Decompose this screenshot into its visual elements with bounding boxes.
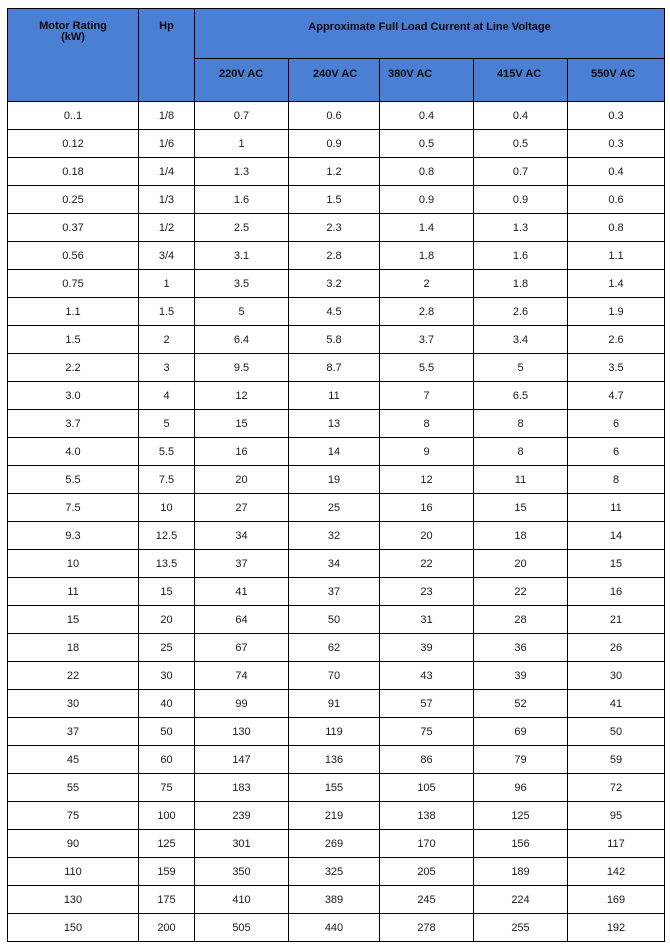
cell-motor-kw: 7.5 <box>8 494 139 522</box>
cell-hp: 1.5 <box>139 298 195 326</box>
cell-motor-kw: 1.5 <box>8 326 139 354</box>
cell-motor-kw: 1.1 <box>8 298 139 326</box>
cell-current-550v: 21 <box>568 606 665 634</box>
cell-current-550v: 142 <box>568 858 665 886</box>
cell-motor-kw: 0.25 <box>8 186 139 214</box>
table-row <box>8 662 665 690</box>
cell-motor-kw: 150 <box>8 914 139 942</box>
cell-current-220v: 301 <box>195 830 289 858</box>
cell-current-380v: 0.8 <box>380 158 474 186</box>
cell-current-415v: 20 <box>474 550 568 578</box>
cell-current-220v: 1.3 <box>195 158 289 186</box>
header-row-top <box>8 9 665 59</box>
cell-current-415v: 18 <box>474 522 568 550</box>
cell-current-380v: 138 <box>380 802 474 830</box>
cell-current-415v: 39 <box>474 662 568 690</box>
cell-current-220v: 130 <box>195 718 289 746</box>
cell-current-240v: 119 <box>289 718 380 746</box>
cell-current-220v: 12 <box>195 382 289 410</box>
cell-current-240v: 0.9 <box>289 130 380 158</box>
cell-current-380v: 245 <box>380 886 474 914</box>
cell-motor-kw: 0.75 <box>8 270 139 298</box>
cell-current-220v: 99 <box>195 690 289 718</box>
cell-current-220v: 5 <box>195 298 289 326</box>
cell-current-550v: 192 <box>568 914 665 942</box>
cell-current-380v: 105 <box>380 774 474 802</box>
cell-current-550v: 169 <box>568 886 665 914</box>
header-approx-current-label: Approximate Full Load Current at Line Voltage <box>308 21 551 33</box>
cell-current-380v: 2 <box>380 270 474 298</box>
header-motor-rating-label: Motor Rating (kW) <box>39 20 107 43</box>
cell-current-415v: 36 <box>474 634 568 662</box>
cell-current-415v: 28 <box>474 606 568 634</box>
cell-motor-kw: 9.3 <box>8 522 139 550</box>
cell-current-415v: 125 <box>474 802 568 830</box>
table-row <box>8 438 665 466</box>
table-row <box>8 186 665 214</box>
cell-hp: 25 <box>139 634 195 662</box>
cell-current-415v: 1.8 <box>474 270 568 298</box>
cell-hp: 3/4 <box>139 242 195 270</box>
cell-current-380v: 5.5 <box>380 354 474 382</box>
cell-current-240v: 5.8 <box>289 326 380 354</box>
cell-motor-kw: 2.2 <box>8 354 139 382</box>
cell-current-220v: 41 <box>195 578 289 606</box>
cell-current-415v: 255 <box>474 914 568 942</box>
cell-current-240v: 155 <box>289 774 380 802</box>
cell-hp: 60 <box>139 746 195 774</box>
header-voltage-550 <box>568 58 665 101</box>
cell-hp: 13.5 <box>139 550 195 578</box>
cell-current-380v: 12 <box>380 466 474 494</box>
cell-current-415v: 0.4 <box>474 102 568 130</box>
table-row <box>8 130 665 158</box>
cell-hp: 4 <box>139 382 195 410</box>
cell-hp: 15 <box>139 578 195 606</box>
table-row <box>8 914 665 942</box>
cell-current-240v: 19 <box>289 466 380 494</box>
cell-current-220v: 505 <box>195 914 289 942</box>
cell-motor-kw: 0.12 <box>8 130 139 158</box>
cell-current-240v: 440 <box>289 914 380 942</box>
cell-motor-kw: 4.0 <box>8 438 139 466</box>
cell-current-380v: 86 <box>380 746 474 774</box>
cell-current-220v: 15 <box>195 410 289 438</box>
cell-current-550v: 15 <box>568 550 665 578</box>
header-voltage-240 <box>289 58 380 101</box>
cell-current-380v: 278 <box>380 914 474 942</box>
cell-current-240v: 91 <box>289 690 380 718</box>
cell-hp: 2 <box>139 326 195 354</box>
cell-current-550v: 6 <box>568 438 665 466</box>
cell-hp: 20 <box>139 606 195 634</box>
cell-current-240v: 70 <box>289 662 380 690</box>
cell-motor-kw: 22 <box>8 662 139 690</box>
cell-current-550v: 72 <box>568 774 665 802</box>
table-header <box>8 9 665 102</box>
cell-current-380v: 75 <box>380 718 474 746</box>
table-row <box>8 354 665 382</box>
cell-current-240v: 62 <box>289 634 380 662</box>
cell-hp: 40 <box>139 690 195 718</box>
cell-hp: 1/3 <box>139 186 195 214</box>
cell-current-220v: 9.5 <box>195 354 289 382</box>
cell-current-415v: 224 <box>474 886 568 914</box>
cell-current-415v: 52 <box>474 690 568 718</box>
cell-motor-kw: 0.37 <box>8 214 139 242</box>
cell-current-415v: 11 <box>474 466 568 494</box>
table-row <box>8 494 665 522</box>
cell-motor-kw: 45 <box>8 746 139 774</box>
header-voltage-220 <box>195 58 289 101</box>
cell-current-550v: 0.3 <box>568 130 665 158</box>
cell-current-415v: 5 <box>474 354 568 382</box>
table-row <box>8 774 665 802</box>
cell-current-550v: 16 <box>568 578 665 606</box>
cell-current-415v: 1.6 <box>474 242 568 270</box>
cell-current-550v: 0.3 <box>568 102 665 130</box>
cell-current-380v: 1.8 <box>380 242 474 270</box>
table-row <box>8 886 665 914</box>
cell-current-550v: 11 <box>568 494 665 522</box>
header-voltage-label: 220V AC <box>219 67 264 80</box>
cell-current-380v: 43 <box>380 662 474 690</box>
table-row <box>8 326 665 354</box>
cell-current-220v: 64 <box>195 606 289 634</box>
cell-current-240v: 389 <box>289 886 380 914</box>
cell-current-380v: 20 <box>380 522 474 550</box>
table-row <box>8 466 665 494</box>
cell-hp: 3 <box>139 354 195 382</box>
cell-motor-kw: 110 <box>8 858 139 886</box>
cell-hp: 175 <box>139 886 195 914</box>
table-row <box>8 298 665 326</box>
cell-current-240v: 136 <box>289 746 380 774</box>
cell-current-240v: 269 <box>289 830 380 858</box>
cell-current-550v: 1.4 <box>568 270 665 298</box>
cell-current-415v: 2.6 <box>474 298 568 326</box>
cell-current-415v: 3.4 <box>474 326 568 354</box>
cell-current-240v: 4.5 <box>289 298 380 326</box>
cell-motor-kw: 55 <box>8 774 139 802</box>
cell-hp: 30 <box>139 662 195 690</box>
cell-motor-kw: 3.0 <box>8 382 139 410</box>
cell-hp: 12.5 <box>139 522 195 550</box>
cell-current-240v: 2.3 <box>289 214 380 242</box>
cell-current-415v: 0.9 <box>474 186 568 214</box>
cell-current-240v: 325 <box>289 858 380 886</box>
cell-current-380v: 3.7 <box>380 326 474 354</box>
table-row <box>8 522 665 550</box>
cell-current-380v: 0.4 <box>380 102 474 130</box>
cell-current-380v: 57 <box>380 690 474 718</box>
cell-current-380v: 8 <box>380 410 474 438</box>
cell-current-220v: 1 <box>195 130 289 158</box>
cell-hp: 1/4 <box>139 158 195 186</box>
cell-current-380v: 23 <box>380 578 474 606</box>
cell-current-220v: 3.1 <box>195 242 289 270</box>
cell-current-220v: 37 <box>195 550 289 578</box>
cell-current-550v: 8 <box>568 466 665 494</box>
cell-hp: 200 <box>139 914 195 942</box>
cell-current-550v: 1.1 <box>568 242 665 270</box>
cell-current-220v: 0.7 <box>195 102 289 130</box>
cell-current-415v: 96 <box>474 774 568 802</box>
cell-current-550v: 2.6 <box>568 326 665 354</box>
cell-hp: 1/6 <box>139 130 195 158</box>
cell-current-380v: 205 <box>380 858 474 886</box>
header-motor-rating <box>8 9 139 102</box>
motor-current-table <box>7 8 665 942</box>
header-hp-label: Hp <box>159 20 174 32</box>
cell-current-550v: 41 <box>568 690 665 718</box>
table-body <box>8 102 665 942</box>
header-voltage-380 <box>380 58 474 101</box>
table-row <box>8 606 665 634</box>
cell-current-240v: 13 <box>289 410 380 438</box>
cell-current-415v: 0.7 <box>474 158 568 186</box>
cell-motor-kw: 0.18 <box>8 158 139 186</box>
cell-current-380v: 170 <box>380 830 474 858</box>
cell-current-380v: 1.4 <box>380 214 474 242</box>
cell-motor-kw: 0..1 <box>8 102 139 130</box>
cell-motor-kw: 5.5 <box>8 466 139 494</box>
cell-motor-kw: 0.56 <box>8 242 139 270</box>
cell-hp: 159 <box>139 858 195 886</box>
cell-current-240v: 1.5 <box>289 186 380 214</box>
cell-current-550v: 4.7 <box>568 382 665 410</box>
cell-hp: 1/2 <box>139 214 195 242</box>
table-row <box>8 690 665 718</box>
cell-current-415v: 15 <box>474 494 568 522</box>
header-voltage-label: 415V AC <box>497 67 542 80</box>
table-row <box>8 270 665 298</box>
table-row <box>8 102 665 130</box>
header-voltage-label: 380V AC <box>388 67 433 80</box>
header-voltage-label: 550V AC <box>591 67 636 80</box>
cell-motor-kw: 75 <box>8 802 139 830</box>
cell-current-240v: 32 <box>289 522 380 550</box>
cell-current-415v: 0.5 <box>474 130 568 158</box>
cell-motor-kw: 11 <box>8 578 139 606</box>
cell-motor-kw: 18 <box>8 634 139 662</box>
cell-current-415v: 8 <box>474 410 568 438</box>
table-row <box>8 830 665 858</box>
cell-current-220v: 183 <box>195 774 289 802</box>
cell-current-550v: 14 <box>568 522 665 550</box>
cell-hp: 100 <box>139 802 195 830</box>
cell-current-380v: 7 <box>380 382 474 410</box>
cell-hp: 10 <box>139 494 195 522</box>
cell-current-550v: 30 <box>568 662 665 690</box>
cell-current-380v: 2.8 <box>380 298 474 326</box>
cell-current-550v: 50 <box>568 718 665 746</box>
cell-current-550v: 95 <box>568 802 665 830</box>
cell-current-240v: 8.7 <box>289 354 380 382</box>
cell-motor-kw: 15 <box>8 606 139 634</box>
cell-current-380v: 9 <box>380 438 474 466</box>
cell-hp: 75 <box>139 774 195 802</box>
cell-current-240v: 25 <box>289 494 380 522</box>
cell-hp: 125 <box>139 830 195 858</box>
cell-current-220v: 20 <box>195 466 289 494</box>
cell-current-550v: 1.9 <box>568 298 665 326</box>
cell-motor-kw: 90 <box>8 830 139 858</box>
cell-current-380v: 31 <box>380 606 474 634</box>
cell-current-220v: 34 <box>195 522 289 550</box>
header-voltage-415 <box>474 58 568 101</box>
cell-current-220v: 74 <box>195 662 289 690</box>
cell-current-240v: 3.2 <box>289 270 380 298</box>
cell-motor-kw: 37 <box>8 718 139 746</box>
cell-hp: 1 <box>139 270 195 298</box>
cell-current-220v: 410 <box>195 886 289 914</box>
cell-current-240v: 0.6 <box>289 102 380 130</box>
cell-motor-kw: 10 <box>8 550 139 578</box>
cell-hp: 7.5 <box>139 466 195 494</box>
cell-current-220v: 147 <box>195 746 289 774</box>
cell-current-240v: 11 <box>289 382 380 410</box>
cell-current-220v: 16 <box>195 438 289 466</box>
cell-current-240v: 34 <box>289 550 380 578</box>
cell-current-550v: 0.4 <box>568 158 665 186</box>
cell-current-220v: 67 <box>195 634 289 662</box>
cell-hp: 5 <box>139 410 195 438</box>
cell-current-220v: 3.5 <box>195 270 289 298</box>
cell-current-415v: 156 <box>474 830 568 858</box>
cell-motor-kw: 130 <box>8 886 139 914</box>
cell-motor-kw: 3.7 <box>8 410 139 438</box>
table-row <box>8 214 665 242</box>
cell-current-415v: 6.5 <box>474 382 568 410</box>
cell-current-550v: 6 <box>568 410 665 438</box>
cell-current-415v: 189 <box>474 858 568 886</box>
table-row <box>8 550 665 578</box>
cell-current-240v: 1.2 <box>289 158 380 186</box>
cell-current-550v: 59 <box>568 746 665 774</box>
cell-current-240v: 14 <box>289 438 380 466</box>
table-row <box>8 802 665 830</box>
cell-current-220v: 6.4 <box>195 326 289 354</box>
cell-current-415v: 69 <box>474 718 568 746</box>
cell-current-550v: 26 <box>568 634 665 662</box>
cell-current-380v: 22 <box>380 550 474 578</box>
cell-current-240v: 37 <box>289 578 380 606</box>
header-voltage-label: 240V AC <box>313 67 358 80</box>
cell-current-415v: 79 <box>474 746 568 774</box>
table-row <box>8 718 665 746</box>
cell-current-415v: 8 <box>474 438 568 466</box>
cell-current-550v: 117 <box>568 830 665 858</box>
table-row <box>8 242 665 270</box>
cell-current-220v: 350 <box>195 858 289 886</box>
table-row <box>8 746 665 774</box>
table-row <box>8 382 665 410</box>
table-row <box>8 158 665 186</box>
header-hp <box>139 9 195 102</box>
table-row <box>8 410 665 438</box>
table-row <box>8 578 665 606</box>
cell-hp: 5.5 <box>139 438 195 466</box>
cell-hp: 1/8 <box>139 102 195 130</box>
cell-motor-kw: 30 <box>8 690 139 718</box>
cell-current-550v: 0.6 <box>568 186 665 214</box>
cell-current-380v: 39 <box>380 634 474 662</box>
cell-current-415v: 1.3 <box>474 214 568 242</box>
cell-current-380v: 16 <box>380 494 474 522</box>
cell-current-220v: 27 <box>195 494 289 522</box>
cell-current-220v: 1.6 <box>195 186 289 214</box>
cell-current-380v: 0.5 <box>380 130 474 158</box>
cell-current-220v: 239 <box>195 802 289 830</box>
cell-current-240v: 219 <box>289 802 380 830</box>
cell-current-380v: 0.9 <box>380 186 474 214</box>
cell-current-415v: 22 <box>474 578 568 606</box>
cell-current-240v: 2.8 <box>289 242 380 270</box>
header-approx-current <box>195 9 665 59</box>
cell-hp: 50 <box>139 718 195 746</box>
cell-current-550v: 3.5 <box>568 354 665 382</box>
cell-current-220v: 2.5 <box>195 214 289 242</box>
table-row <box>8 634 665 662</box>
table-row <box>8 858 665 886</box>
cell-current-240v: 50 <box>289 606 380 634</box>
cell-current-550v: 0.8 <box>568 214 665 242</box>
